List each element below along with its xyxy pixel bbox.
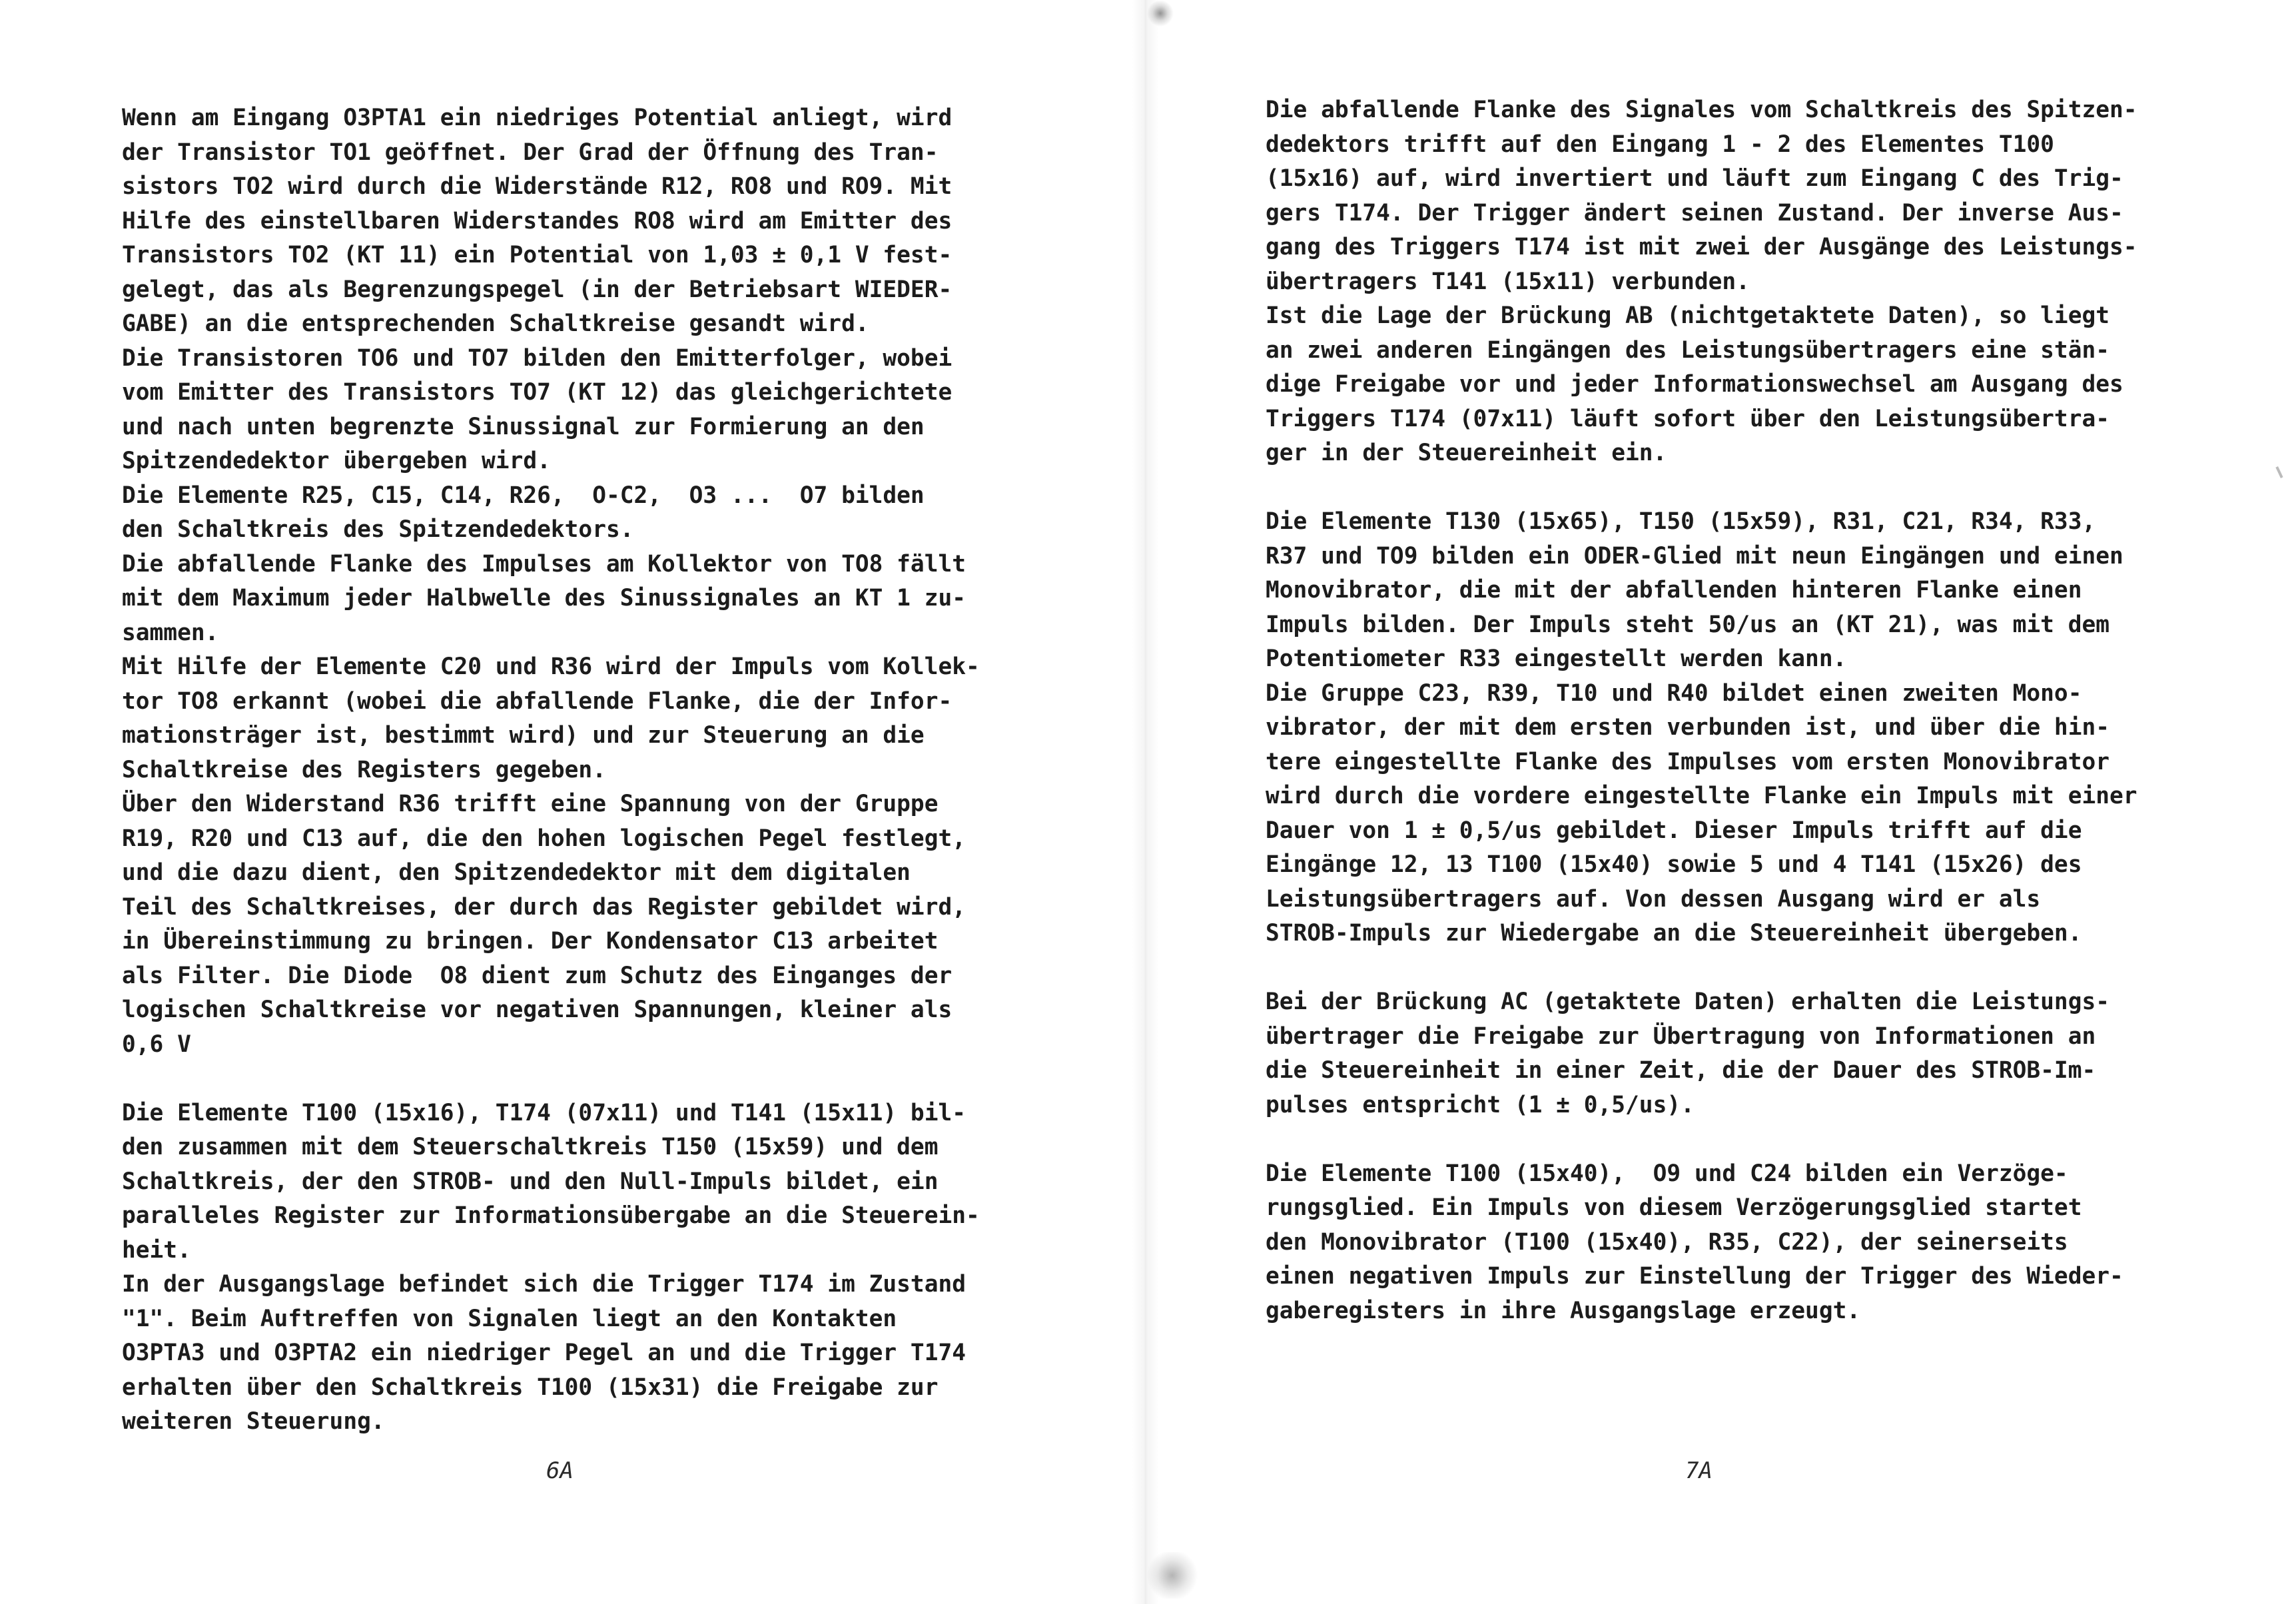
text-line: dige Freigabe vor und jeder Informationswechsel am Ausgang des	[1266, 371, 2123, 398]
text-line: übertragers T141 (15x11) verbunden.	[1266, 268, 1750, 295]
text-line: tor TO8 erkannt (wobei die abfallende Flanke, die der Infor-	[122, 687, 953, 715]
text-line: Die abfallende Flanke des Impulses am Kollektor von TO8 fällt	[122, 550, 966, 578]
text-line: die Steuereinheit in einer Zeit, die der Dauer des STROB-Im-	[1266, 1057, 2096, 1084]
text-line: R37 und TO9 bilden ein ODER-Glied mit neun Eingängen und einen	[1266, 542, 2123, 570]
left-page-body	[122, 101, 980, 1439]
text-line: mationsträger ist, bestimmt wird) und zur Steuerung an die	[122, 722, 925, 749]
text-line: In der Ausgangslage befindet sich die Trigger T174 im Zustand	[122, 1271, 966, 1298]
text-line: Die Elemente T100 (15x40), O9 und C24 bilden ein Verzöge-	[1266, 1160, 2068, 1187]
text-line: heit.	[122, 1236, 191, 1264]
text-line: erhalten über den Schaltkreis T100 (15x31) die Freigabe zur	[122, 1374, 939, 1401]
text-line: den zusammen mit dem Steuerschaltkreis T150 (15x59) und dem	[122, 1134, 939, 1160]
text-line: STROB-Impuls zur Wiedergabe an die Steuereinheit übergeben.	[1266, 920, 2082, 947]
text-line: 0,6 V	[122, 1030, 191, 1058]
text-line: Wenn am Eingang O3PTA1 ein niedriges Potential anliegt, wird	[122, 105, 953, 131]
left-page	[0, 0, 1146, 1604]
text-line: Hilfe des einstellbaren Widerstandes RO8 wird am Emitter des	[122, 207, 953, 234]
text-line: einen negativen Impuls zur Einstellung der Trigger des Wieder-	[1266, 1263, 2123, 1290]
text-line: logischen Schaltkreise vor negativen Spannungen, kleiner als	[122, 997, 953, 1023]
right-page-number: 7A	[1685, 1457, 1713, 1484]
text-line	[1266, 951, 2137, 986]
text-line: paralleles Register zur Informationsübergabe an die Steuerein-	[122, 1202, 980, 1229]
text-line: an zwei anderen Eingängen des Leistungsübertragers eine stän-	[1266, 336, 2110, 364]
text-line: den Schaltkreis des Spitzendedektors.	[122, 516, 634, 543]
text-line: dedektors trifft auf den Eingang 1 - 2 des Elementes T100	[1266, 131, 2054, 158]
text-line: ger in der Steuereinheit ein.	[1266, 440, 1667, 466]
text-line: übertrager die Freigabe zur Übertragung von Informationen an	[1266, 1022, 2096, 1050]
text-line: GABE) an die entsprechenden Schaltkreise gesandt wird.	[122, 310, 869, 337]
text-line: Eingänge 12, 13 T100 (15x40) sowie 5 und 4 T141 (15x26) des	[1266, 851, 2082, 878]
text-line: und nach unten begrenzte Sinussignal zur Formierung an den	[122, 413, 925, 440]
text-line: Über den Widerstand R36 trifft eine Spannung von der Gruppe	[122, 791, 939, 817]
right-page	[1146, 0, 2296, 1604]
text-line: den Monovibrator (T100 (15x40), R35, C22), der seinerseits	[1266, 1228, 2068, 1256]
text-line: O3PTA3 und O3PTA2 ein niedriger Pegel an und die Trigger T174	[122, 1340, 966, 1366]
text-line: R19, R20 und C13 auf, die den hohen logischen Pegel festlegt,	[122, 825, 966, 852]
text-line: Schaltkreis, der den STROB- und den Null-Impuls bildet, ein	[122, 1168, 939, 1195]
text-line: Transistors TO2 (KT 11) ein Potential von 1,03 ± 0,1 V fest-	[122, 242, 953, 268]
text-line: Die Transistoren TO6 und TO7 bilden den Emitterfolger, wobei	[122, 344, 953, 372]
text-line: pulses entspricht (1 ± 0,5/us).	[1266, 1091, 1695, 1118]
right-page-body	[1266, 93, 2137, 1328]
text-line: Impuls bilden. Der Impuls steht 50/us an (KT 21), was mit dem	[1266, 611, 2110, 638]
text-line: Schaltkreise des Registers gegeben.	[122, 756, 606, 783]
text-line: Die Elemente T130 (15x65), T150 (15x59), R31, C21, R34, R33,	[1266, 508, 2096, 535]
text-line: wird durch die vordere eingestellte Flanke ein Impuls mit einer	[1266, 783, 2137, 809]
text-line: "1". Beim Auftreffen von Signalen liegt an den Kontakten	[122, 1305, 897, 1332]
text-line: sammen.	[122, 619, 219, 646]
text-line	[122, 1062, 980, 1096]
text-line: Die Elemente R25, C15, C14, R26, O-C2, O3 ... O7 bilden	[122, 482, 925, 509]
text-line: als Filter. Die Diode O8 dient zum Schutz des Einganges der	[122, 962, 953, 989]
text-line: Leistungsübertragers auf. Von dessen Ausgang wird er als	[1266, 885, 2041, 913]
text-line: Die Gruppe C23, R39, T10 und R40 bildet einen zweiten Mono-	[1266, 679, 2082, 707]
left-page-number: 6A	[546, 1457, 574, 1484]
text-line: weiteren Steuerung.	[122, 1408, 385, 1435]
text-line: gelegt, das als Begrenzungspegel (in der Betriebsart WIEDER-	[122, 276, 953, 303]
text-line: Monovibrator, die mit der abfallenden hinteren Flanke einen	[1266, 577, 2082, 603]
text-line: gang des Triggers T174 ist mit zwei der Ausgänge des Leistungs-	[1266, 234, 2137, 260]
text-line: Teil des Schaltkreises, der durch das Register gebildet wird,	[122, 893, 966, 921]
text-line	[1266, 1122, 2137, 1157]
text-line: rungsglied. Ein Impuls von diesem Verzögerungsglied startet	[1266, 1194, 2082, 1221]
text-line: vom Emitter des Transistors TO7 (KT 12) das gleichgerichtete	[122, 379, 953, 406]
text-line: Spitzendedektor übergeben wird.	[122, 448, 551, 474]
text-line: Dauer von 1 ± 0,5/us gebildet. Dieser Impuls trifft auf die	[1266, 817, 2082, 844]
scan-mark	[2275, 466, 2283, 478]
text-line: der Transistor TO1 geöffnet. Der Grad der Öffnung des Tran-	[122, 139, 939, 166]
text-line: Ist die Lage der Brückung AB (nichtgetaktete Daten), so liegt	[1266, 302, 2110, 329]
text-line: Die abfallende Flanke des Signales vom Schaltkreis des Spitzen-	[1266, 97, 2137, 123]
text-line: gaberegisters in ihre Ausgangslage erzeugt.	[1266, 1297, 1861, 1324]
text-line: gers T174. Der Trigger ändert seinen Zustand. Der inverse Aus-	[1266, 199, 2123, 226]
text-line: (15x16) auf, wird invertiert und läuft zum Eingang C des Trig-	[1266, 165, 2123, 192]
text-line: vibrator, der mit dem ersten verbunden ist, und über die hin-	[1266, 714, 2110, 741]
text-line: und die dazu dient, den Spitzendedektor mit dem digitalen	[122, 859, 911, 886]
text-line: Die Elemente T100 (15x16), T174 (07x11) und T141 (15x11) bil-	[122, 1099, 966, 1126]
text-line: in Übereinstimmung zu bringen. Der Kondensator C13 arbeitet	[122, 928, 939, 955]
text-line: Triggers T174 (07x11) läuft sofort über den Leistungsübertra-	[1266, 405, 2110, 432]
text-line	[1266, 471, 2137, 506]
text-line: Bei der Brückung AC (getaktete Daten) erhalten die Leistungs-	[1266, 989, 2110, 1015]
text-line: tere eingestellte Flanke des Impulses vom ersten Monovibrator	[1266, 748, 2110, 775]
text-line: Potentiometer R33 eingestellt werden kann.	[1266, 645, 1847, 672]
text-line: Mit Hilfe der Elemente C20 und R36 wird der Impuls vom Kollek-	[122, 653, 980, 680]
text-line: sistors TO2 wird durch die Widerstände R12, RO8 und RO9. Mit	[122, 173, 953, 200]
text-line: mit dem Maximum jeder Halbwelle des Sinussignales an KT 1 zu-	[122, 585, 966, 611]
